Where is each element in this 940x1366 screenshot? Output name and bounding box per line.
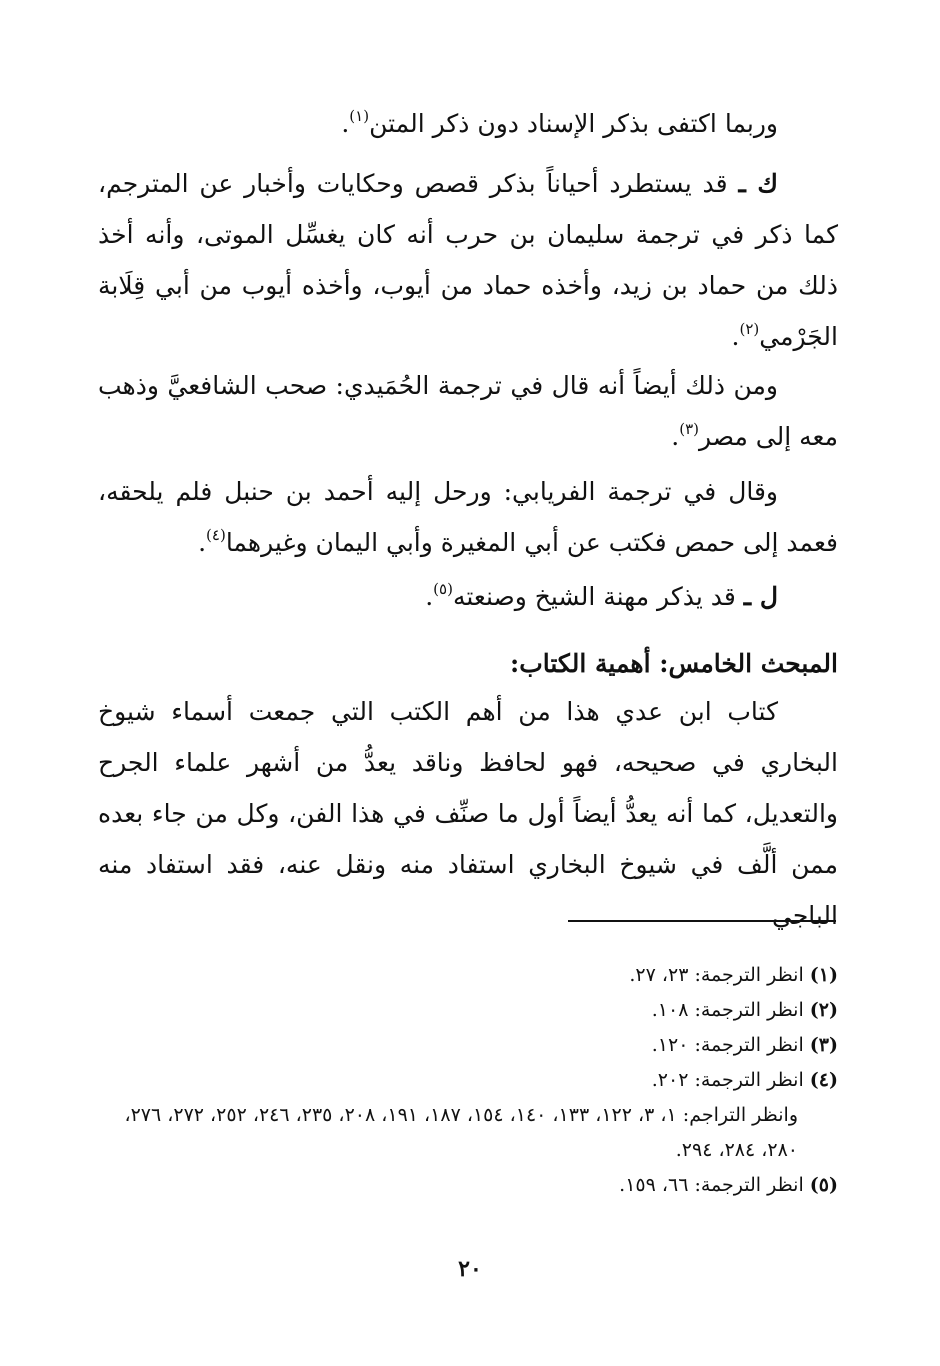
paragraph-3-text: ومن ذلك أيضاً أنه قال في ترجمة الحُمَيدي: صحب الشافعيَّ وذهب معه إلى مصر [98,371,838,451]
footnote-ref-4[interactable]: (٤) [206,525,226,544]
footnote-4-number: (٤) [809,1069,838,1091]
footnote-2 [98,993,838,1028]
paragraph-2 [98,158,838,362]
footnote-ref-3[interactable]: (٣) [679,419,699,438]
footnote-4-continuation-text: وانظر التراجم: ١، ٣، ١٢٢، ١٣٣، ١٤٠، ١٥٤، ١٨٧، ١٩١، ٢٠٨، ٢٣٥، ٢٤٦، ٢٥٢، ٢٧٢، ٢٧٦، ٢٨٠، ٢٨٤، ٢٩٤. [124,1104,798,1161]
section-heading: المبحث الخامس: أهمية الكتاب: [510,649,838,678]
footnote-1 [98,958,838,993]
paragraph-1-text: وربما اكتفى بذكر الإسناد دون ذكر المتن [369,109,778,138]
paragraph-2-lead: ك ـ [738,169,778,198]
footnotes [98,958,838,1203]
paragraph-4-end: . [198,528,207,557]
paragraph-3-end: . [671,422,680,451]
footnote-ref-5[interactable]: (٥) [433,579,453,598]
footnote-5-text: انظر الترجمة: ٦٦، ١٥٩. [619,1174,810,1196]
paragraph-4 [98,466,838,568]
paragraph-5-end: . [425,582,434,611]
paragraph-1-end: . [341,109,350,138]
footnote-ref-1[interactable]: (١) [349,106,370,125]
footnote-2-number: (٢) [809,999,838,1021]
footnote-1-number: (١) [809,964,838,986]
footnote-4 [98,1063,838,1098]
paragraph-6 [98,686,838,941]
footnote-3-text: انظر الترجمة: ١٢٠. [651,1034,810,1056]
footnote-4-continuation [98,1098,838,1168]
paragraph-3 [98,360,838,462]
paragraph-5 [98,571,838,622]
footnote-2-text: انظر الترجمة: ١٠٨. [651,999,810,1021]
paragraph-5-text: قد يذكر مهنة الشيخ وصنعته [452,582,744,611]
paragraph-2-text: قد يستطرد أحياناً بذكر قصص وحكايات وأخبار عن المترجم، كما ذكر في ترجمة سليمان بن حرب أنه كان يغسِّل الموتى، وأنه أخذ ذلك من حماد بن زيد، وأخذه حماد من أيوب، وأخذه أيوب من أبي قِلَابة الجَرْمي [98,169,838,351]
footnote-4-text: انظر الترجمة: ٢٠٢. [651,1069,810,1091]
footnote-3-number: (٣) [809,1034,838,1056]
paragraph-1 [98,98,838,149]
paragraph-2-end: . [731,322,740,351]
footnote-1-text: انظر الترجمة: ٢٣، ٢٧. [629,964,810,986]
footnote-ref-2[interactable]: (٢) [739,319,760,338]
paragraph-6-text: كتاب ابن عدي هذا من أهم الكتب التي جمعت أسماء شيوخ البخاري في صحيحه، فهو لحافظ وناقد يعدُّ من أشهر علماء الجرح والتعديل، كما أنه يعدُّ أيضاً أول ما صنِّف في هذا الفن، وكل من جاء بعده ممن ألَّف في شيوخ البخاري استفاد منه ونقل عنه، فقد استفاد منه الباجي [98,697,838,930]
footnote-5-number: (٥) [809,1174,838,1196]
footnote-3 [98,1028,838,1063]
footnote-separator [568,920,836,922]
paragraph-5-lead: ل ـ [743,582,778,611]
section-heading-block [98,638,838,689]
paragraph-4-text: وقال في ترجمة الفريابي: ورحل إليه أحمد بن حنبل فلم يلحقه، فعمد إلى حمص فكتب عن أبي المغيرة وأبي اليمان وغيرهما [98,477,838,557]
page-number: ٢٠ [458,1256,482,1282]
footnote-5 [98,1168,838,1203]
